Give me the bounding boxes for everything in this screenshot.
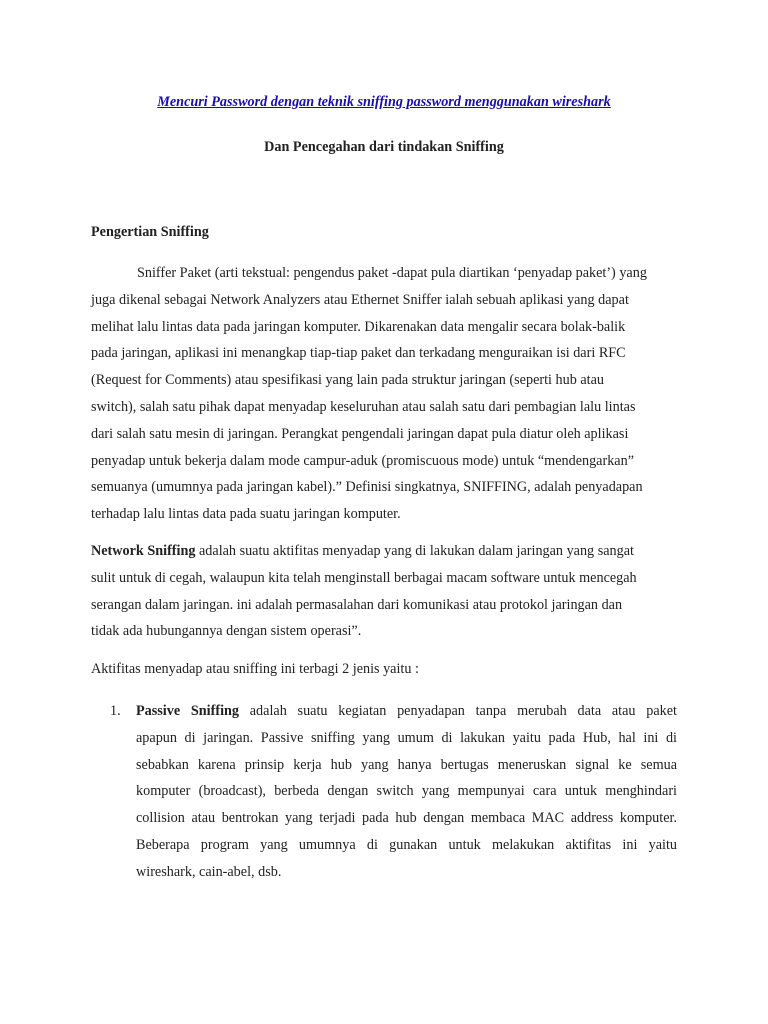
list-line: apapun di jaringan. Passive sniffing yang umum di lakukan yaitu pada Hub, hal ini di <box>136 729 677 746</box>
section-heading: Pengertian Sniffing <box>91 224 209 240</box>
document-subtitle: Dan Pencegahan dari tindakan Sniffing <box>264 139 504 155</box>
list-line: collision atau bentrokan yang terjadi pada hub dengan membaca MAC address komputer. <box>136 810 677 827</box>
paragraph-line: (Request for Comments) atau spesifikasi yang lain pada struktur jaringan (seperti hub atau <box>91 372 604 389</box>
document-title-link[interactable]: Mencuri Password dengan teknik sniffing password menggunakan wireshark <box>157 94 611 110</box>
paragraph-definition <box>91 260 681 528</box>
line-rest: adalah suatu kegiatan penyadapan tanpa merubah data atau paket <box>239 703 677 719</box>
list-line <box>136 698 677 725</box>
list-line: wireshark, cain-abel, dsb. <box>136 863 282 880</box>
list-line: komputer (broadcast), berbeda dengan switch yang mempunyai cara untuk menghindari <box>136 783 677 800</box>
paragraph-network-sniffing <box>91 538 681 645</box>
paragraph-line: sulit untuk di cegah, walaupun kita telah menginstall berbagai macam software untuk mencegah <box>91 569 637 586</box>
list-item-body <box>136 698 677 886</box>
bold-term: Network Sniffing <box>91 543 196 559</box>
paragraph-line: serangan dalam jaringan. ini adalah permasalahan dari komunikasi atau protokol jaringan dan <box>91 596 623 613</box>
paragraph-line <box>91 538 681 565</box>
list-line: sebabkan karena prinsip kerja hub yang hanya bertugas meneruskan signal ke semua <box>136 756 677 773</box>
paragraph-line: pada jaringan, aplikasi ini menangkap tiap-tiap paket dan terkadang menguraikan isi dari RFC <box>91 345 626 362</box>
paragraph-line: Aktifitas menyadap atau sniffing ini terbagi 2 jenis yaitu : <box>91 661 419 677</box>
paragraph-line: terhadap lalu lintas data pada suatu jaringan komputer. <box>91 506 401 523</box>
paragraph-line: melihat lalu lintas data pada jaringan komputer. Dikarenakan data mengalir secara bolak-balik <box>91 318 626 335</box>
paragraph-line: juga dikenal sebagai Network Analyzers atau Ethernet Sniffer ialah sebuah aplikasi yang dapat <box>91 291 629 308</box>
paragraph-line: switch), salah satu pihak dapat menyadap keseluruhan atau salah satu dari pembagian lalu lintas <box>91 398 636 415</box>
paragraph-line: tidak ada hubungannya dengan sistem operasi”. <box>91 623 362 640</box>
paragraph-line: dari salah satu mesin di jaringan. Perangkat pengendali jaringan dapat pula diatur oleh aplikasi <box>91 425 629 442</box>
bold-term: Passive Sniffing <box>136 703 239 719</box>
paragraph-line: semuanya (umumnya pada jaringan kabel).” Definisi singkatnya, SNIFFING, adalah penyadapan <box>91 479 643 496</box>
list-line: Beberapa program yang umumnya di gunakan untuk melakukan aktifitas ini yaitu <box>136 836 677 853</box>
paragraph-line: penyadap untuk bekerja dalam mode campur-aduk (promiscuous mode) untuk “mendengarkan” <box>91 452 634 469</box>
paragraph-types-intro <box>91 656 681 683</box>
list-number: 1. <box>110 703 121 719</box>
paragraph-line: Sniffer Paket (arti tekstual: pengendus paket -dapat pula diartikan ‘penyadap paket’) yang <box>137 265 647 281</box>
line-rest: adalah suatu aktifitas menyadap yang di lakukan dalam jaringan yang sangat <box>195 543 634 559</box>
